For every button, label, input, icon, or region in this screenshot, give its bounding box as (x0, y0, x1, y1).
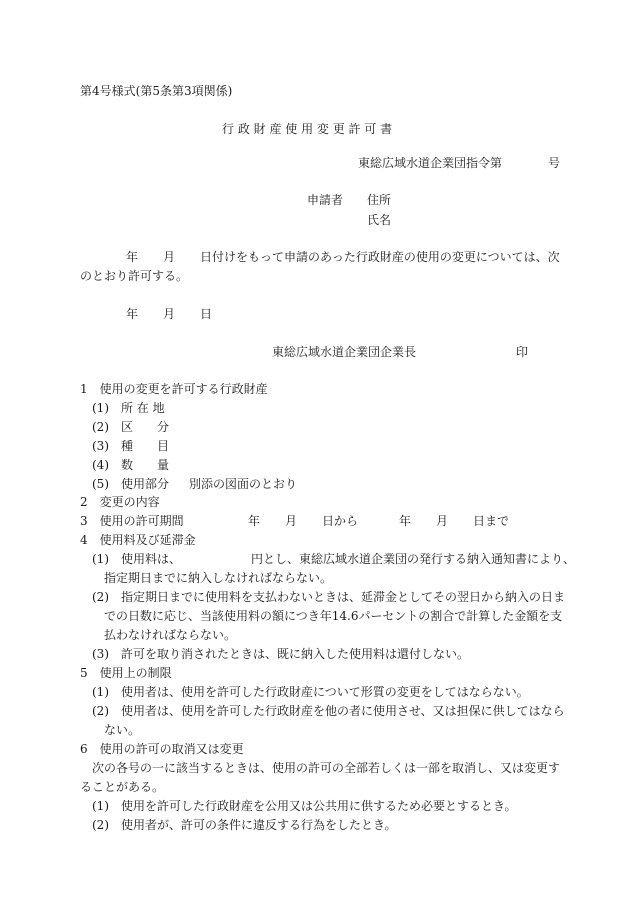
section-3-heading: 3 使用の許可期間 (80, 514, 184, 528)
directive-prefix: 東総広域水道企業団指令第 (358, 156, 503, 170)
period-start-day: 日から (322, 514, 359, 528)
section-4-heading: 4 使用料及び延滞金 (80, 533, 196, 547)
s6-paragraph-line2: ることがある。 (80, 780, 165, 794)
item-value: 別添の図面のとおり (189, 477, 298, 491)
item-number: (5) (92, 477, 109, 491)
intro-month: 月 (163, 250, 176, 264)
item-number: (3) (92, 647, 109, 661)
intro-text-line2: のとおり許可する。 (80, 269, 189, 283)
item-label: 種 目 (121, 439, 170, 453)
list-item (92, 476, 297, 492)
period-start-month: 月 (285, 514, 298, 528)
document-title: 行 政 財 産 使 用 変 更 許 可 書 (222, 122, 393, 136)
item-label: 数 量 (121, 458, 170, 472)
period-end-year: 年 (399, 514, 412, 528)
period-start-year: 年 (248, 514, 261, 528)
section-6-heading: 6 使用の許可の取消又は変更 (80, 742, 244, 756)
applicant-address-label: 住所 (367, 193, 392, 207)
item-number: (2) (92, 818, 109, 832)
s4-item2-line3: 払わなければならない。 (104, 628, 237, 642)
item-number: (1) (92, 799, 109, 813)
list-item (92, 400, 185, 416)
section-2-heading: 2 変更の内容 (80, 495, 160, 509)
s4-item1-line1 (92, 551, 575, 567)
item-number: (4) (92, 458, 109, 472)
intro-text-line1: 日付けをもって申請のあった行政財産の使用の変更については、次 (200, 250, 560, 264)
item-number: (2) (92, 704, 109, 718)
date-month: 月 (163, 307, 176, 321)
applicant-name-label: 氏名 (367, 213, 392, 227)
directive-number-line (358, 155, 560, 171)
s4-item1-line2: 指定期日までに納入しなければならない。 (104, 571, 333, 585)
item-number: (3) (92, 439, 109, 453)
applicant-label: 申請者 (307, 193, 344, 207)
s4-item2-line1: (2) 指定期日までに使用料を支払わないときは、延滞金としてその翌日から納入の日ま (92, 590, 566, 604)
item-label: 区 分 (121, 420, 170, 434)
item-label: 所 在 地 (121, 401, 165, 415)
s4-item2-line2: での日数に応じ、当該使用料の額につき年14.6パーセントの割合で計算した金額を支 (104, 609, 563, 623)
fee-label: 使用料は、 (121, 552, 182, 566)
date-year: 年 (126, 307, 139, 321)
s5-item2-line1: (2) 使用者は、使用を許可した行政財産を他の者に使用させ、又は担保に供してはなら (92, 704, 565, 718)
item-number: (1) (92, 685, 109, 699)
section-1-heading: 1 使用の変更を許可する行政財産 (80, 382, 268, 396)
form-label: 第4号様式(第5条第3項関係) (80, 84, 233, 98)
period-end-day: 日まで (473, 514, 510, 528)
intro-year: 年 (126, 250, 139, 264)
list-item (92, 419, 189, 435)
directive-suffix: 号 (548, 156, 561, 170)
s6-item2: (2) 使用者が、許可の条件に違反する行為をしたとき。 (92, 818, 397, 832)
s6-paragraph-line1: 次の各号の一に該当するときは、使用の許可の全部若しくは一部を取消し、又は変更す (92, 761, 561, 775)
s6-item1: (1) 使用を許可した行政財産を公用又は公共用に供するため必要とするとき。 (92, 799, 517, 813)
section-5-heading: 5 使用上の制限 (80, 666, 172, 680)
s5-item1: (1) 使用者は、使用を許可した行政財産について形質の変更をしてはならない。 (92, 685, 529, 699)
date-day: 日 (200, 307, 213, 321)
s5-item2-line2: ない。 (104, 723, 141, 737)
issuer-name: 東総広域水道企業団企業長 (272, 345, 417, 359)
seal-mark: 印 (516, 345, 529, 359)
item-number: (2) (92, 420, 109, 434)
item-number: (1) (92, 552, 109, 566)
fee-text: 円とし、東総広域水道企業団の発行する納入通知書により、 (251, 552, 576, 566)
period-end-month: 月 (436, 514, 449, 528)
list-item (92, 457, 189, 473)
item-number: (1) (92, 401, 109, 415)
item-label: 使用部分 (121, 477, 170, 491)
list-item (92, 438, 189, 454)
item-number: (2) (92, 590, 109, 604)
s4-item3: (3) 許可を取り消されたときは、既に納入した使用料は還付しない。 (92, 647, 470, 661)
